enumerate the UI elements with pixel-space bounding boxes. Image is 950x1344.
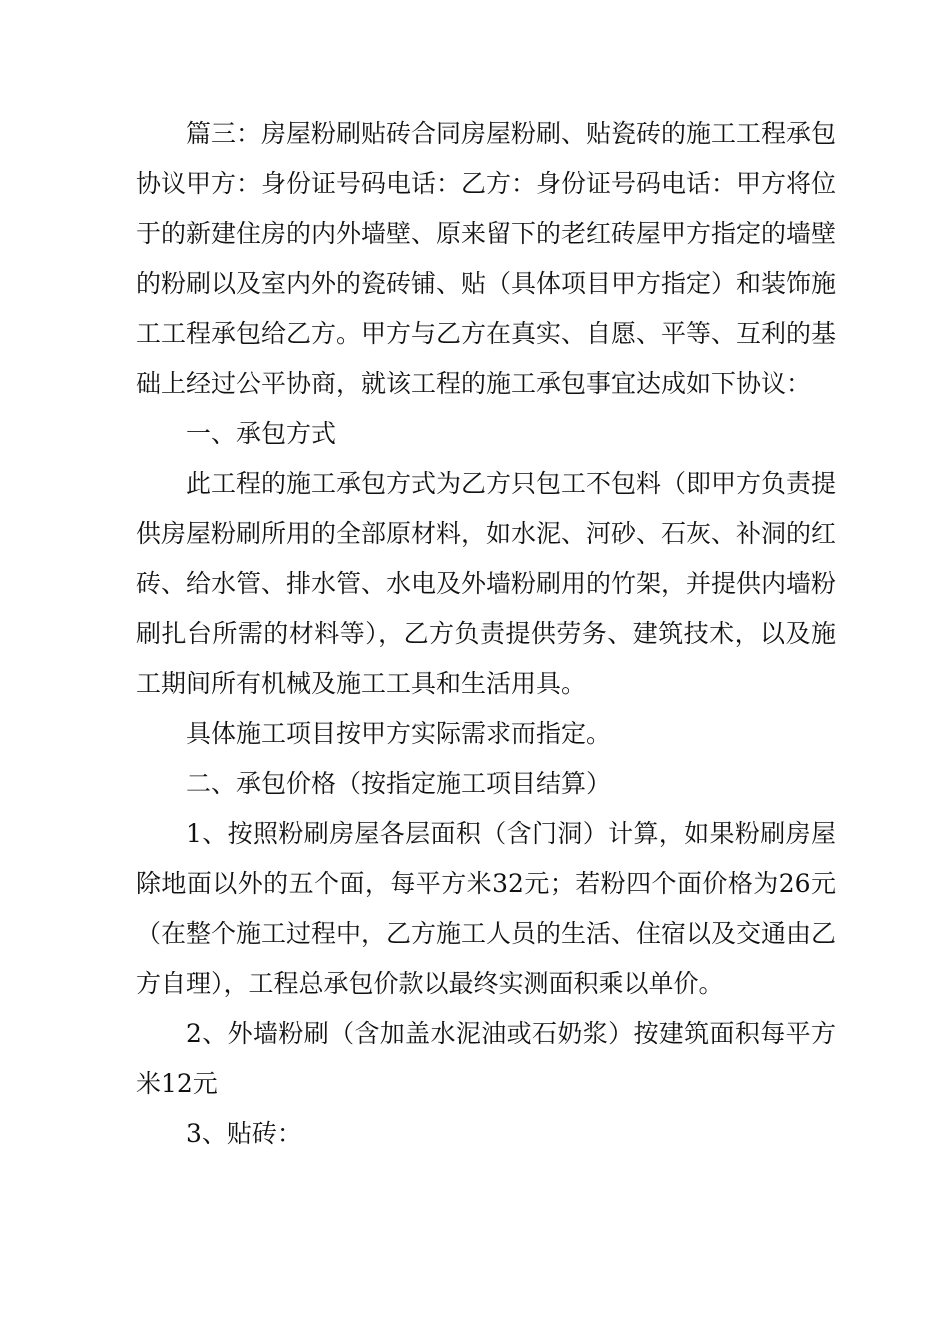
- heading-contract-method: 一、承包方式: [186, 419, 337, 448]
- paragraph-contract-method: 此工程的施工承包方式为乙方只包工不包料（即甲方负责提供房屋粉刷所用的全部原材料，如水泥、河砂、石灰、补洞的红砖、给水管、排水管、水电及外墙粉刷用的竹架，并提供内墙粉刷扎台所需的材料等），乙方负责提供劳务、建筑技术，以及施工期间所有机械及施工工具和生活用具。: [136, 469, 837, 698]
- paragraph-price-item-2: 2、外墙粉刷（含加盖水泥油或石奶浆）按建筑面积每平方米12元: [136, 1019, 836, 1098]
- paragraph-price-item-1: 1、按照粉刷房屋各层面积（含门洞）计算，如果粉刷房屋除地面以外的五个面，每平方米32元；若粉四个面价格为26元（在整个施工过程中，乙方施工人员的生活、住宿以及交通由乙方自理），工程总承包价款以最终实测面积乘以单价。: [136, 819, 837, 998]
- paragraph-intro: 篇三：房屋粉刷贴砖合同房屋粉刷、贴瓷砖的施工工程承包协议甲方：身份证号码电话：乙方：身份证号码电话：甲方将位于的新建住房的内外墙壁、原来留下的老红砖屋甲方指定的墙壁的粉刷以及室内外的瓷砖铺、贴（具体项目甲方指定）和装饰施工工程承包给乙方。甲方与乙方在真实、自愿、平等、互利的基础上经过公平协商，就该工程的施工承包事宜达成如下协议：: [136, 119, 837, 398]
- paragraph-price-item-3: 3、贴砖：: [186, 1119, 302, 1148]
- paragraph-project-items: 具体施工项目按甲方实际需求而指定。: [186, 719, 612, 748]
- document-body: [136, 109, 836, 1159]
- heading-contract-price: 二、承包价格（按指定施工项目结算）: [186, 769, 612, 798]
